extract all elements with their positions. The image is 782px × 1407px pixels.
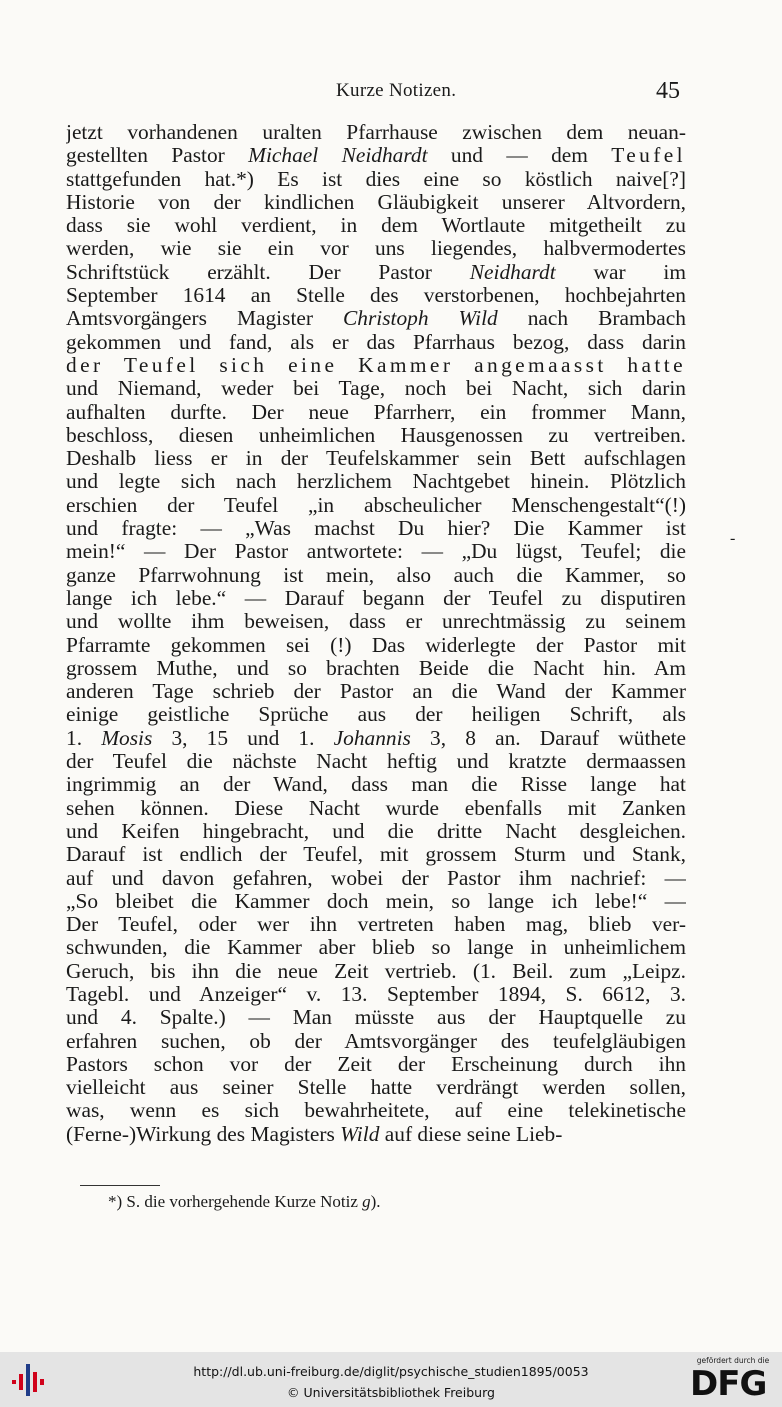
text-run: September 1614 an Stelle des verstorbenen, hochbejahrten xyxy=(66,284,686,308)
text-line xyxy=(66,470,686,493)
text-line xyxy=(66,890,686,913)
text-line xyxy=(66,610,686,633)
text-run: und fragte: — „Was machst Du hier? Die Kammer ist xyxy=(66,517,686,541)
text-run: der Teufel die nächste Nacht heftig und kratzte dermaassen xyxy=(66,750,686,774)
text-line xyxy=(66,727,686,750)
text-line xyxy=(66,983,686,1006)
text-line xyxy=(66,820,686,843)
text-run: werden, wie sie ein vor uns liegendes, halbvermodertes xyxy=(66,237,686,261)
text-line xyxy=(66,494,686,517)
text-line xyxy=(66,307,686,330)
text-line xyxy=(66,1076,686,1099)
text-run: lange ich lebe.“ — Darauf begann der Teufel zu disputiren xyxy=(66,586,686,610)
text-line xyxy=(66,331,686,354)
text-run: gekommen und fand, als er das Pfarrhaus bezog, dass darin xyxy=(66,330,686,354)
body-text xyxy=(66,121,686,1146)
text-run: und wollte ihm beweisen, dass er unrechtmässig zu seinem xyxy=(66,610,686,634)
dfg-caption: gefördert durch die xyxy=(696,1356,770,1365)
text-line xyxy=(66,401,686,424)
footer-bar xyxy=(0,1352,782,1407)
spaced-run: Teufel xyxy=(611,144,686,168)
text-line xyxy=(66,168,686,191)
text-run: Tagebl. und Anzeiger“ v. 13. September 1894, S. 6612, 3. xyxy=(66,982,686,1006)
text-run: und Niemand, weder bei Tage, noch bei Nacht, sich darin xyxy=(66,377,686,401)
text-line xyxy=(66,1053,686,1076)
text-run: gestellten Pastor xyxy=(66,144,249,168)
dfg-wordmark: DFG xyxy=(690,1364,767,1404)
text-run: nach Brambach xyxy=(497,307,686,331)
footnote-rule xyxy=(80,1185,160,1186)
text-line xyxy=(66,1030,686,1053)
text-run: Der Teufel, oder wer ihn vertreten haben mag, blieb ver- xyxy=(66,913,686,937)
text-line xyxy=(66,214,686,237)
text-run: stattgefunden hat.*) Es ist dies eine so köstlich naive[?] xyxy=(66,167,686,191)
running-title: Kurze Notizen. xyxy=(336,80,457,101)
text-run: anderen Tage schrieb der Pastor an die Wand der Kammer xyxy=(66,680,686,704)
text-run: war im xyxy=(555,260,686,284)
text-run: 1. xyxy=(66,726,102,750)
text-run: auf diese seine Lieb- xyxy=(379,1122,563,1146)
text-run: Schriftstück erzählt. Der Pastor xyxy=(66,260,470,284)
text-run: und Keifen hingebracht, und die dritte Nacht desgleichen. xyxy=(66,819,686,843)
text-line xyxy=(66,261,686,284)
text-line xyxy=(66,1123,686,1146)
text-line xyxy=(66,867,686,890)
text-run: Darauf ist endlich der Teufel, mit grossem Sturm und Stank, xyxy=(66,843,686,867)
text-line xyxy=(66,797,686,820)
text-run: sehen können. Diese Nacht wurde ebenfalls mit Zanken xyxy=(66,796,686,820)
text-run: (Ferne-)Wirkung des Magisters xyxy=(66,1122,341,1146)
text-run: grossem Muthe, und so brachten Beide die Nacht hin. Am xyxy=(66,656,686,680)
text-line xyxy=(66,936,686,959)
text-line xyxy=(66,144,686,167)
text-line xyxy=(66,657,686,680)
text-line xyxy=(66,284,686,307)
text-run: Pfarramte gekommen sei (!) Das widerlegte der Pastor mit xyxy=(66,633,686,657)
text-run: was, wenn es sich bewahrheitete, auf eine telekinetische xyxy=(66,1099,686,1123)
text-line xyxy=(66,703,686,726)
text-run: beschloss, diesen unheimlichen Hausgenossen zu vertreiben. xyxy=(66,423,686,447)
text-run: 3, 8 an. Darauf wüthete xyxy=(410,726,686,750)
text-run: Deshalb liess er in der Teufelskammer sein Bett aufschlagen xyxy=(66,447,686,471)
text-run: einige geistliche Sprüche aus der heiligen Schrift, als xyxy=(66,703,686,727)
text-run: erfahren suchen, ob der Amtsvorgänger des teufelgläubigen xyxy=(66,1029,686,1053)
dfg-logo xyxy=(688,1356,778,1404)
text-line xyxy=(66,960,686,983)
text-run: schwunden, die Kammer aber blieb so lange in unheimlichem xyxy=(66,936,686,960)
italic-run: Christoph Wild xyxy=(342,307,498,331)
spaced-run: der Teufel sich eine Kammer angemaasst hatte xyxy=(66,353,686,377)
italic-run: Johannis xyxy=(333,726,411,750)
text-line xyxy=(66,750,686,773)
text-run: aufhalten durfte. Der neue Pfarrherr, ein frommer Mann, xyxy=(66,400,686,424)
text-run: 3, 15 und 1. xyxy=(152,726,334,750)
text-run: auf und davon gefahren, wobei der Pastor ihm nachrief: — xyxy=(66,866,686,890)
italic-run: Neidhardt xyxy=(469,260,556,284)
italic-run: Wild xyxy=(340,1122,380,1146)
text-run: ingrimmig an der Wand, dass man die Risse lange hat xyxy=(66,773,686,797)
footer-url[interactable]: http://dl.ub.uni-freiburg.de/diglit/psychische_studien1895/0053 xyxy=(193,1364,589,1379)
footnote-ref: g xyxy=(362,1192,371,1211)
text-line xyxy=(66,377,686,400)
text-line xyxy=(66,680,686,703)
text-run: jetzt vorhandenen uralten Pfarrhause zwischen dem neuan- xyxy=(66,121,686,144)
text-line xyxy=(66,191,686,214)
footnote-prefix: *) S. die vorhergehende Kurze Notiz xyxy=(108,1192,363,1211)
text-run: und 4. Spalte.) — Man müsste aus der Hauptquelle zu xyxy=(66,1006,686,1030)
text-line xyxy=(66,1099,686,1122)
footnote xyxy=(108,1192,381,1212)
text-run: Geruch, bis ihn die neue Zeit vertrieb. (1. Beil. zum „Leipz. xyxy=(66,959,686,983)
margin-mark: - xyxy=(730,530,736,547)
text-run: erschien der Teufel „in abscheulicher Menschengestalt“(!) xyxy=(66,493,686,517)
text-line xyxy=(66,237,686,260)
text-line xyxy=(66,540,686,563)
text-run: Pastors schon vor der Zeit der Erscheinung durch ihn xyxy=(66,1052,686,1076)
text-line xyxy=(66,517,686,540)
text-run: mein!“ — Der Pastor antwortete: — „Du lügst, Teufel; die xyxy=(66,540,686,564)
italic-run: Michael Neidhardt xyxy=(248,144,428,168)
footnote-suffix: ). xyxy=(370,1192,381,1211)
running-head xyxy=(0,76,782,106)
text-run: ganze Pfarrwohnung ist mein, also auch die Kammer, so xyxy=(66,563,686,587)
text-line xyxy=(66,913,686,936)
text-run: vielleicht aus seiner Stelle hatte verdrängt werden sollen, xyxy=(66,1076,686,1100)
text-line xyxy=(66,843,686,866)
text-line xyxy=(66,447,686,470)
text-line xyxy=(66,773,686,796)
text-line xyxy=(66,587,686,610)
text-line xyxy=(66,424,686,447)
footer-copyright: © Universitätsbibliothek Freiburg xyxy=(287,1385,495,1400)
text-run: dass sie wohl verdient, in dem Wortlaute mitgetheilt zu xyxy=(66,214,686,238)
text-run: und — dem xyxy=(427,144,612,168)
text-line xyxy=(66,354,686,377)
italic-run: Mosis xyxy=(101,726,153,750)
page-number: 45 xyxy=(656,78,680,104)
text-line xyxy=(66,121,686,144)
text-line xyxy=(66,1006,686,1029)
text-line xyxy=(66,634,686,657)
text-run: „So bleibet die Kammer doch mein, so lange ich lebe!“ — xyxy=(66,889,686,913)
text-run: Historie von der kindlichen Gläubigkeit unserer Altvordern, xyxy=(66,190,686,214)
text-run: und legte sich nach herzlichem Nachtgebet hinein. Plötzlich xyxy=(66,470,686,494)
text-line xyxy=(66,564,686,587)
text-run: Amtsvorgängers Magister xyxy=(66,307,343,331)
